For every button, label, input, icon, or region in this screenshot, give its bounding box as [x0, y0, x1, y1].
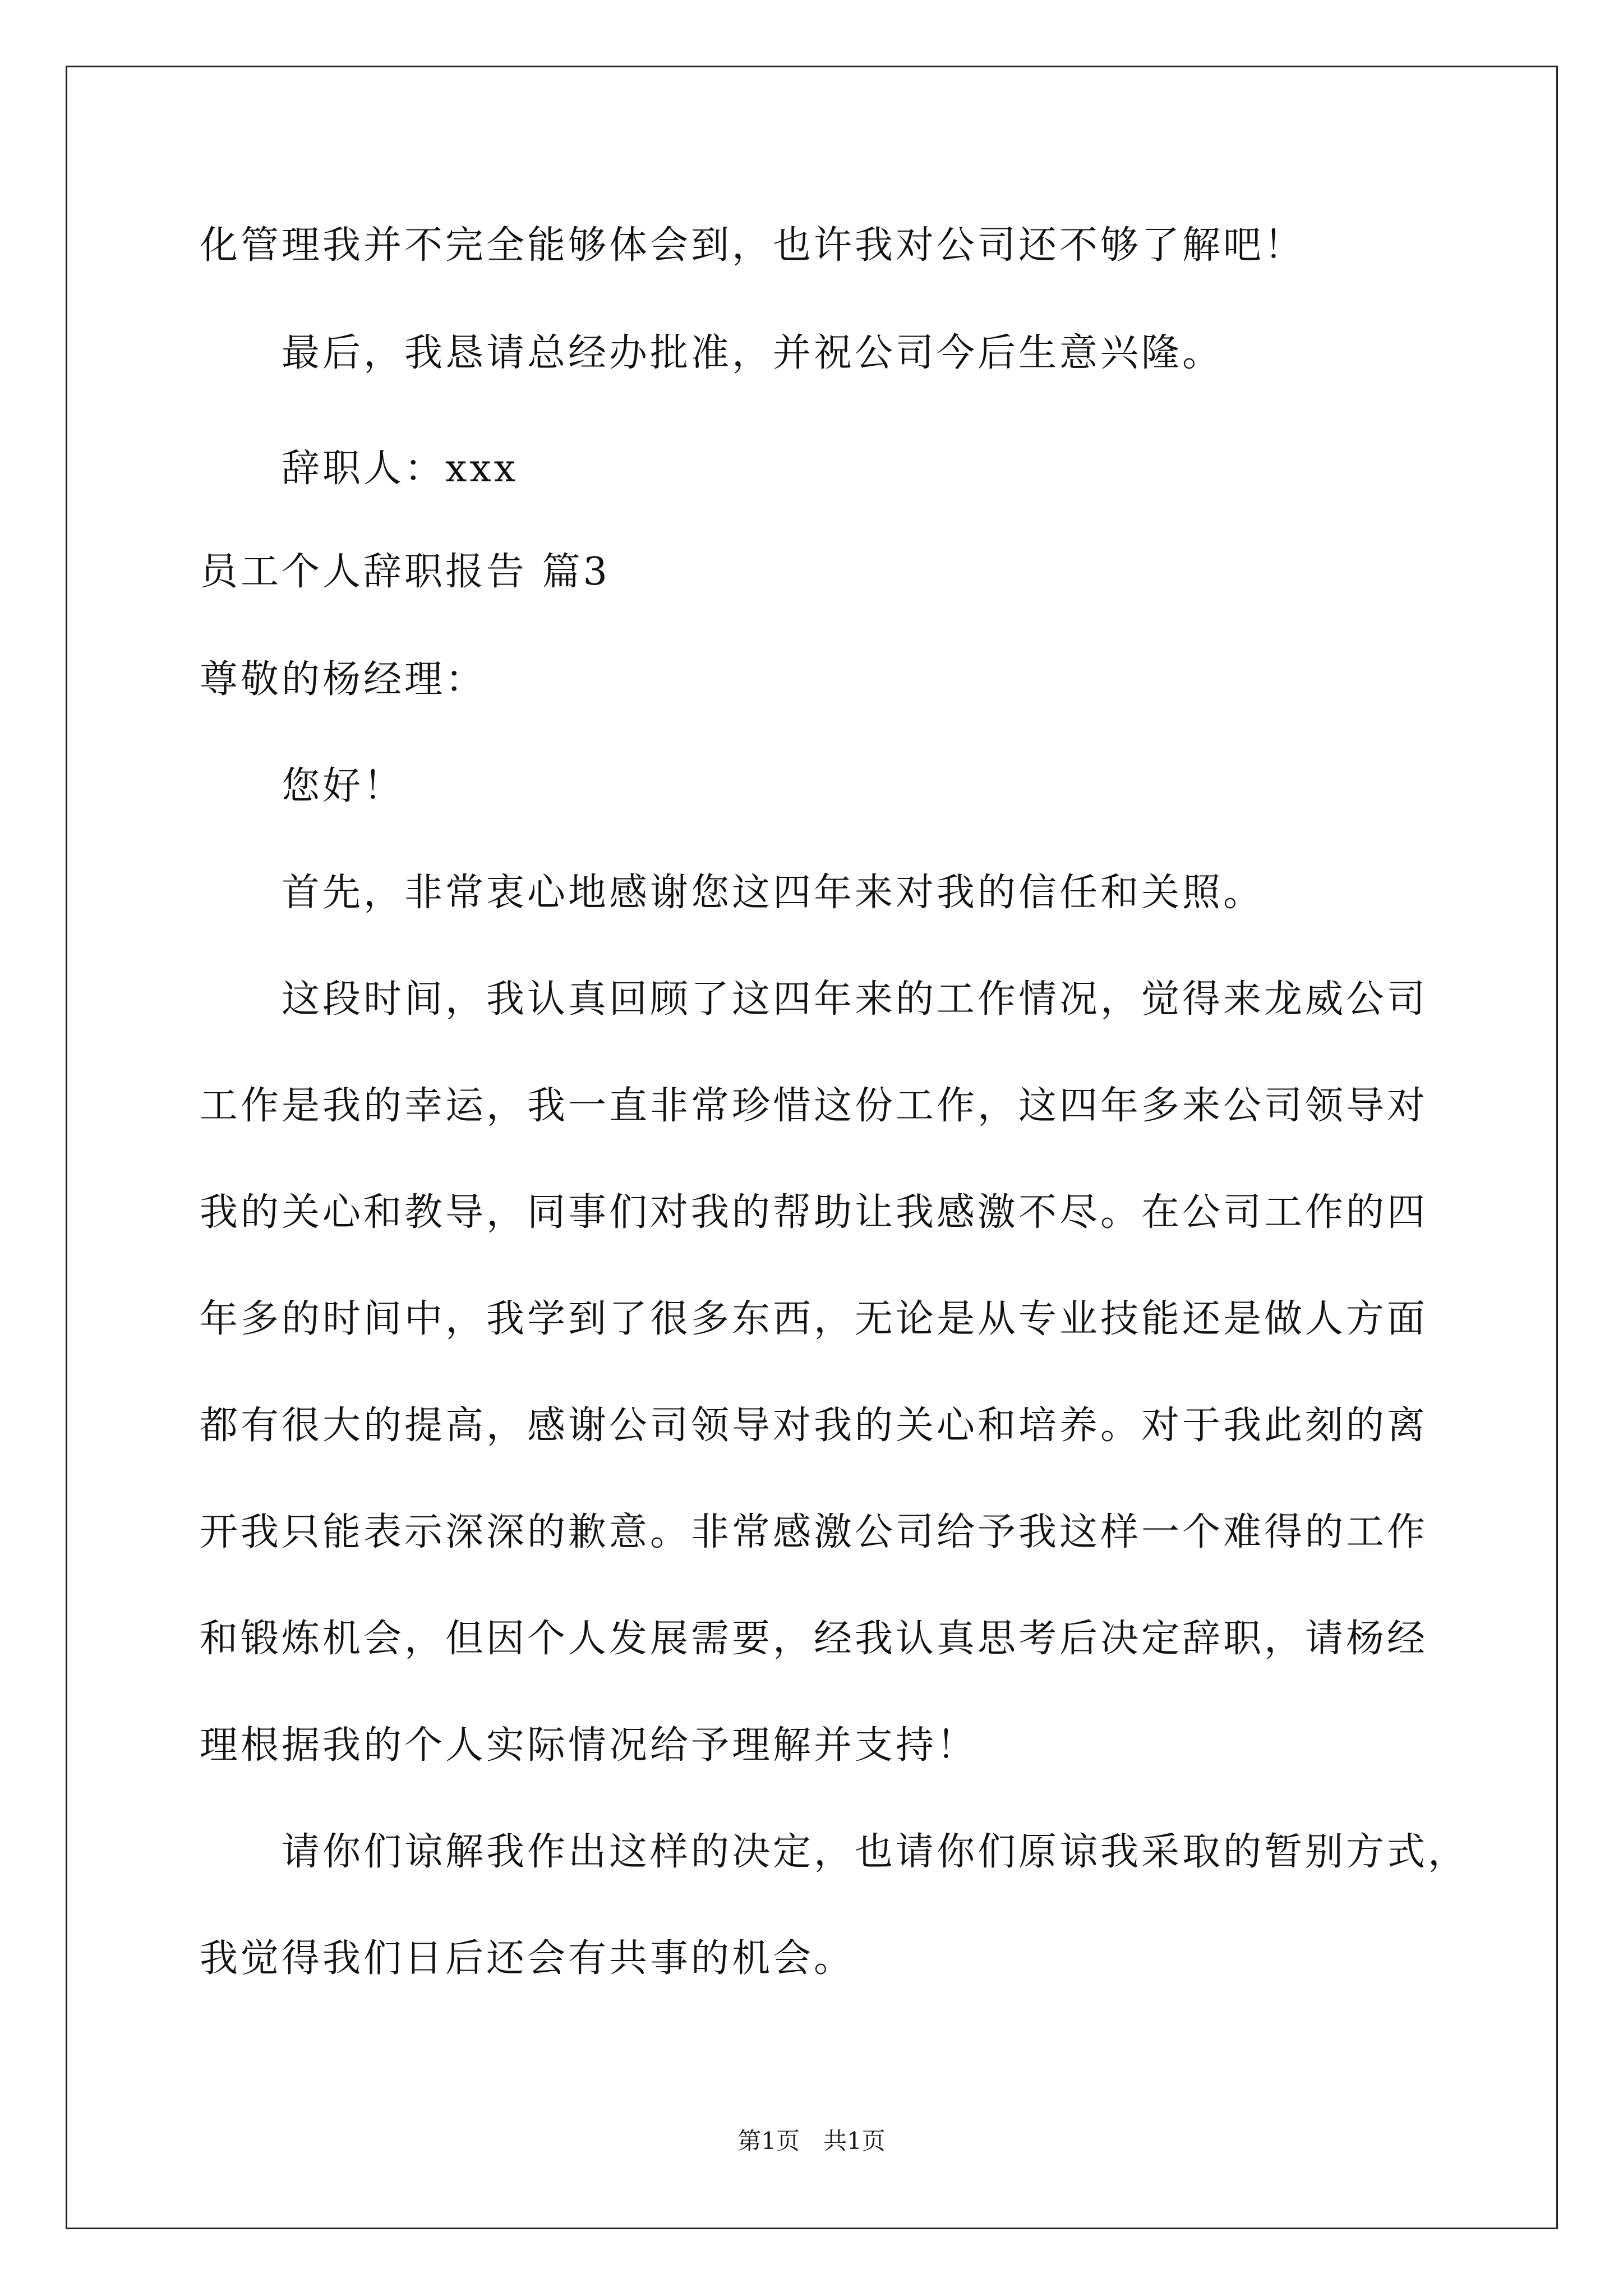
greeting: 您好！	[282, 764, 405, 808]
body-line: 都有很大的提高，感谢公司领导对我的关心和培养。对于我此刻的离	[200, 1404, 1428, 1448]
body-line: 我的关心和教导，同事们对我的帮助让我感激不尽。在公司工作的四	[200, 1190, 1428, 1235]
body-line: 年多的时间中，我学到了很多东西，无论是从专业技能还是做人方面	[200, 1297, 1428, 1341]
body-line: 理根据我的个人实际情况给予理解并支持！	[200, 1723, 978, 1768]
body-line: 化管理我并不完全能够体会到，也许我对公司还不够了解吧！	[200, 223, 1306, 268]
page-number: 第1页 共1页	[737, 2127, 886, 2155]
body-line: 和锻炼机会，但因个人发展需要，经我认真思考后决定辞职，请杨经	[200, 1617, 1428, 1661]
body-line: 我觉得我们日后还会有共事的机会。	[200, 1936, 855, 1981]
body-line: 请你们谅解我作出这样的决定，也请你们原谅我采取的暂别方式，	[282, 1830, 1469, 1874]
salutation: 尊敬的杨经理：	[200, 657, 487, 702]
body-line: 开我只能表示深深的歉意。非常感激公司给予我这样一个难得的工作	[200, 1510, 1428, 1554]
signature-line: 辞职人：xxx	[282, 447, 519, 491]
body-line: 首先，非常衷心地感谢您这四年来对我的信任和关照。	[282, 871, 1265, 915]
page-border	[66, 66, 1558, 2229]
closing-line: 最后，我恳请总经办批准，并祝公司今后生意兴隆。	[282, 331, 1224, 375]
section-heading: 员工个人辞职报告 篇3	[200, 550, 610, 594]
body-line: 工作是我的幸运，我一直非常珍惜这份工作，这四年多来公司领导对	[200, 1084, 1428, 1128]
body-line: 这段时间，我认真回顾了这四年来的工作情况，觉得来龙威公司	[282, 977, 1428, 1022]
